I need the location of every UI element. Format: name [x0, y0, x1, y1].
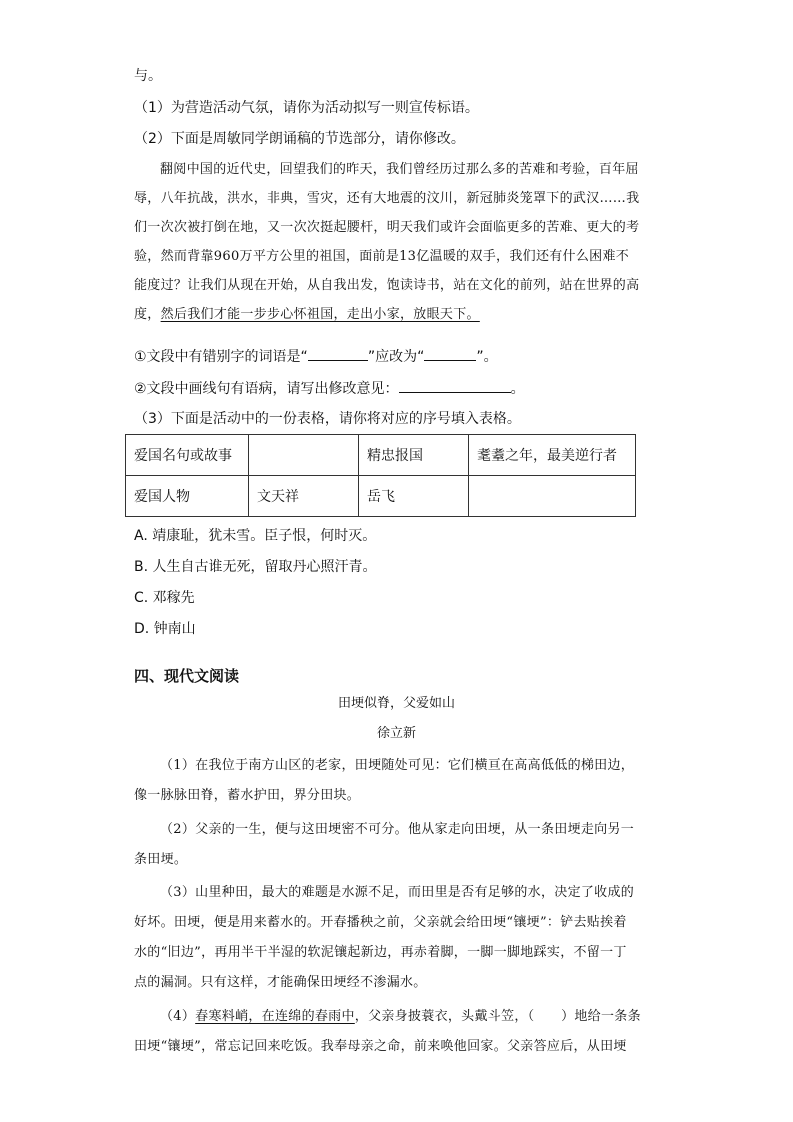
option-b: B. 人生自古谁无死，留取丹心照汗青。: [134, 559, 377, 575]
table-cell: 耄耋之年，最美逆行者: [469, 435, 636, 476]
question-1: （1）为营造活动气氛，请你为活动拟写一则宣传标语。: [134, 100, 479, 116]
sub-question-2: ②文段中画线句有语病，请写出修改意见： 。: [134, 378, 525, 399]
table-cell: 爱国名句或故事: [126, 435, 249, 476]
table-cell: 精忠报国: [359, 435, 469, 476]
sub-question-1: ①文段中有错别字的词语是“ ”应改为“ ”。: [134, 346, 498, 367]
answer-blank[interactable]: [399, 378, 511, 393]
section-heading: 四、现代文阅读: [134, 667, 240, 685]
passage-line: [134, 305, 480, 325]
passage-line: 能度过？让我们从现在开始，从自我出发，饱读诗书，站在文化的前列，站在世界的高: [134, 278, 640, 293]
article-line: （2）父亲的一生，便与这田埂密不可分。他从家走向田埂，从一条田埂走向另一: [160, 822, 635, 837]
passage-text: 度，: [134, 307, 161, 322]
article-line: 条田埂。: [134, 852, 188, 867]
answer-blank[interactable]: [308, 346, 368, 361]
passage-line: 们一次次被打倒在地，又一次次挺起腰杆，明天我们或许会面临更多的苦难、更大的考: [134, 220, 640, 235]
article-line: 像一脉脉田脊，蓄水护田，界分田块。: [134, 788, 361, 803]
article-title: 田埂似脊，父爱如山: [337, 696, 455, 711]
table-row: [126, 435, 636, 476]
article-author: 徐立新: [376, 726, 416, 741]
passage-line: 验，然而背靠960万平方公里的祖国，面前是13亿温暖的双手，我们还有什么困难不: [134, 249, 630, 264]
article-line: 田埂“镶埂”，常忘记回来吃饭。我奉母亲之命，前来唤他回家。父亲答应后，从田埂: [134, 1039, 627, 1054]
table-row: [126, 476, 636, 517]
article-line: 点的漏洞。只有这样，才能确保田埂经不渗漏水。: [134, 975, 427, 990]
underlined-phrase: 春寒料峭，在连绵的春雨中: [195, 1009, 355, 1024]
article-line: （1）在我位于南方山区的老家，田埂随处可见：它们横亘在高高低低的梯田边，: [160, 758, 635, 773]
article-line: （3）山里种田，最大的难题是水源不足，而田里是否有足够的水，决定了收成的: [160, 885, 635, 900]
table-cell-blank[interactable]: [249, 435, 359, 476]
answer-blank[interactable]: [424, 346, 476, 361]
question-2: （2）下面是周敏同学朗诵稿的节选部分，请你修改。: [134, 131, 465, 147]
article-line: （4）春寒料峭，在连绵的春雨中，父亲身披蓑衣，头戴斗笠，（ ）地给一条条: [160, 1009, 641, 1024]
activity-table: [125, 434, 636, 517]
table-cell: 爱国人物: [126, 476, 249, 517]
article-line: 好坏。田埂，便是用来蓄水的。开春播秧之前，父亲就会给田埂“镶埂”：铲去贴挨着: [134, 915, 627, 930]
table-cell-blank[interactable]: [469, 476, 636, 517]
option-c: C. 邓稼先: [134, 590, 195, 606]
intro-tail: 与。: [134, 68, 162, 84]
table-cell: 文天祥: [249, 476, 359, 517]
article-line: 水的“旧边”，再用半干半湿的软泥镶起新边，再赤着脚，一脚一脚地踩实，不留一丁: [134, 945, 627, 960]
underlined-sentence: 然后我们才能一步步心怀祖国，走出小家，放眼天下。: [160, 307, 480, 322]
passage-line: 翻阅中国的近代史，回望我们的昨天，我们曾经历过那么多的苦难和考验，百年屈: [160, 162, 639, 177]
question-3: （3）下面是活动中的一份表格，请你将对应的序号填入表格。: [134, 411, 521, 427]
option-d: D. 钟南山: [134, 621, 196, 637]
passage-line: 辱，八年抗战，洪水，非典，雪灾，还有大地震的汶川，新冠肺炎笼罩下的武汉……我: [134, 191, 640, 206]
table-cell: 岳飞: [359, 476, 469, 517]
option-a: A. 靖康耻，犹未雪。臣子恨，何时灭。: [134, 528, 377, 544]
